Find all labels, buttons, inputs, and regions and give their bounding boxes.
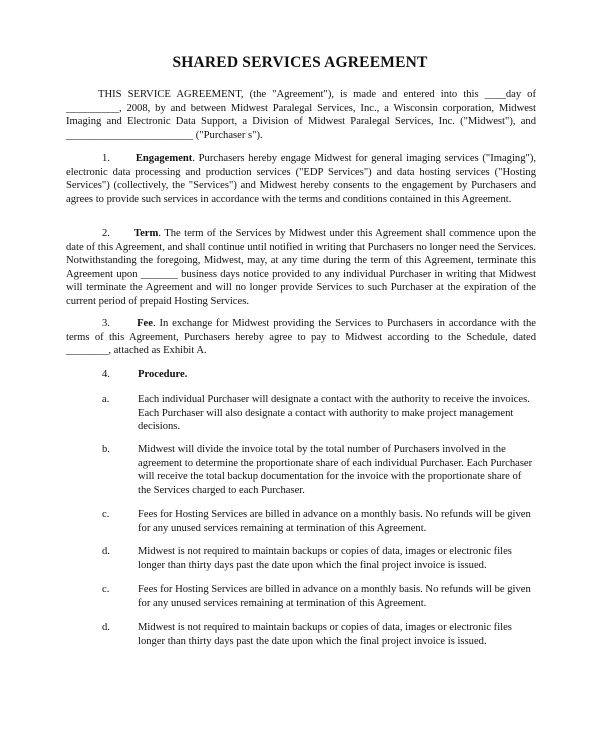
document-title: SHARED SERVICES AGREEMENT [172,54,428,71]
section-heading: Engagement [135,153,193,164]
item-letter: c. [102,509,110,520]
section-heading: Term [134,228,159,239]
section-heading: Fee [137,318,153,329]
section-number: 4. [102,369,110,380]
section-text: . The term of the Services by Midwest under this Agreement shall commence upon the date of this Agreement, and shall continue until notified in writing that Purchasers no longer need the Services. Notwithstanding the foregoing, Midwest, may, at any time during the term of this Agreement, terminate this Agreement upon _______ business days notice provided to any individual Purchaser in writing that Midwest will terminate the Agreement and will no longer provide Services to such Purchaser at the expiration of the current period of prepaid Hosting Services. [66,228,536,307]
procedure-item [102,621,536,648]
item-letter: c. [102,584,110,595]
procedure-item [102,443,536,497]
item-text: Midwest will divide the invoice total by the total number of Purchasers involved in the agreement to determine the proportionate share of each individual Purchaser. Each Purchaser will receive the total backup documentation for the invoice with the proportionate share of the Services charged to each Purchaser. [138,444,533,496]
procedure-item [102,508,536,535]
item-letter: a. [102,394,110,405]
procedure-item [102,583,536,610]
item-text: Each individual Purchaser will designate a contact with the authority to receive the invoices. Each Purchaser will also designate a contact with authority to make project management decisions. [138,394,530,433]
section-procedure [102,368,187,382]
item-text: Midwest is not required to maintain backups or copies of data, images or electronic files longer than thirty days past the date upon which the final project invoice is issued. [138,622,512,647]
item-letter: d. [102,546,110,557]
section-number: 2. [102,228,110,239]
procedure-item [102,393,536,434]
item-text: Fees for Hosting Services are billed in advance on a monthly basis. No refunds will be given for any unused services remaining at termination of this Agreement. [138,584,531,609]
item-letter: b. [102,444,110,455]
procedure-item [102,545,536,572]
section-engagement [66,152,536,206]
section-number: 1. [102,153,110,164]
item-text: Midwest is not required to maintain backups or copies of data, images or electronic files longer than thirty days past the date upon which the final project invoice is issued. [138,546,512,571]
section-heading: Procedure [138,369,185,380]
section-text: . [184,369,188,380]
item-letter: d. [102,622,110,633]
section-text: . In exchange for Midwest providing the Services to Purchasers in accordance with the terms of this Agreement, Purchasers hereby agree to pay to Midwest according to the Schedule, dated ________, attached as Exhibit A. [66,318,536,357]
section-fee [66,317,536,358]
section-number: 3. [102,318,110,329]
section-term [66,227,536,309]
item-text: Fees for Hosting Services are billed in advance on a monthly basis. No refunds will be given for any unused services remaining at termination of this Agreement. [138,509,531,534]
section-text: . Purchasers hereby engage Midwest for general imaging services ("Imaging"), electronic data processing and production services ("EDP Services") and data hosting services ("Hosting Services") (collectively, the "Services") and Midwest hereby consents to the engagement by Purchasers and agrees to provide such services in accordance with the terms and conditions contained in this Agreement. [66,153,537,205]
intro-paragraph: THIS SERVICE AGREEMENT, (the "Agreement"), is made and entered into this ____day of __________, 2008, by and between Midwest Paralegal Services, Inc., a Wisconsin corporation, Midwest Imaging and Electronic Data Support, a Division of Midwest Paralegal Services, Inc. ("Midwest"), and ________________________ ("Purchaser s"). [66,89,536,141]
